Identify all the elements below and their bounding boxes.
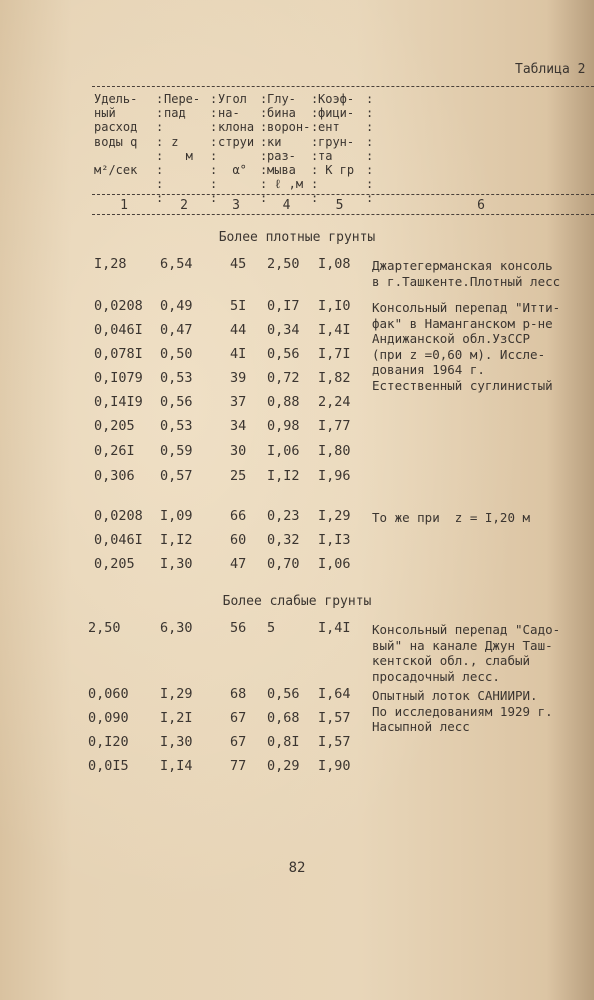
cell-discharge: 0,205	[94, 556, 135, 572]
table-row	[0, 443, 594, 463]
column-separator: : : : : : : : :	[156, 92, 164, 206]
note-ittifak: Консольный перепад "Итти- фак" в Наманганском р-не Андижанской обл.УзССР (при z =0,60 м). Иссле- дования 1964 г. Естественный суглинистый	[372, 300, 561, 393]
table-label: Таблица 2	[515, 62, 586, 77]
cell-angle: 44	[230, 322, 247, 338]
section-dense-soils: Более плотные грунты	[218, 230, 376, 245]
cell-drop: I,I2	[160, 532, 193, 548]
cell-scour-depth: 2,50	[267, 256, 300, 272]
cell-drop: I,2I	[160, 710, 193, 726]
cell-scour-depth: 0,23	[267, 508, 300, 524]
cell-discharge: 0,26I	[94, 443, 135, 459]
cell-scour-depth: 0,70	[267, 556, 300, 572]
column-number: 6	[477, 198, 485, 213]
cell-scour-depth: 0,I7	[267, 298, 300, 314]
section-weak-soils: Более слабые грунты	[222, 594, 372, 609]
cell-scour-depth: 0,29	[267, 758, 300, 774]
header-jet-angle: Угол на- клона струи α°	[218, 92, 255, 178]
cell-drop: 0,56	[160, 394, 193, 410]
header-scour-depth: Глу- бина ворон- ки раз- мыва ℓ ,м	[267, 92, 311, 192]
cell-coefficient: I,4I	[318, 322, 351, 338]
table-row	[0, 394, 594, 414]
cell-coefficient: I,57	[318, 734, 351, 750]
note-same-at-z: То же при z = I,20 м	[372, 510, 531, 525]
cell-coefficient: I,80	[318, 443, 351, 459]
cell-discharge: 0,078I	[94, 346, 143, 362]
cell-discharge: 0,060	[88, 686, 129, 702]
cell-drop: I,30	[160, 734, 193, 750]
cell-drop: I,I4	[160, 758, 193, 774]
cell-coefficient: I,08	[318, 256, 351, 272]
cell-discharge: 0,0I5	[88, 758, 129, 774]
cell-angle: 47	[230, 556, 247, 572]
cell-coefficient: 2,24	[318, 394, 351, 410]
cell-scour-depth: 0,34	[267, 322, 300, 338]
cell-coefficient: I,77	[318, 418, 351, 434]
table-row	[0, 418, 594, 438]
cell-drop: 0,57	[160, 468, 193, 484]
header-rule	[92, 194, 594, 195]
cell-scour-depth: 0,56	[267, 686, 300, 702]
cell-scour-depth: 0,68	[267, 710, 300, 726]
cell-discharge: 0,0208	[94, 298, 143, 314]
column-number: 3	[232, 198, 240, 213]
table-row	[0, 556, 594, 576]
column-number: 1	[120, 198, 128, 213]
cell-angle: 34	[230, 418, 247, 434]
cell-angle: 25	[230, 468, 247, 484]
cell-drop: 0,53	[160, 418, 193, 434]
column-separator: : : : : : : : :	[311, 92, 319, 206]
cell-discharge: 0,046I	[94, 532, 143, 548]
cell-discharge: 0,I079	[94, 370, 143, 386]
numbers-rule	[92, 214, 594, 215]
cell-angle: 68	[230, 686, 247, 702]
cell-coefficient: I,7I	[318, 346, 351, 362]
cell-drop: I,09	[160, 508, 193, 524]
cell-angle: 39	[230, 370, 247, 386]
cell-drop: I,29	[160, 686, 193, 702]
cell-coefficient: I,96	[318, 468, 351, 484]
cell-angle: 67	[230, 734, 247, 750]
header-discharge: Удель- ный расход воды q м²/сек	[94, 92, 138, 178]
cell-scour-depth: 0,88	[267, 394, 300, 410]
header-drop: Пере- пад z м	[164, 92, 201, 163]
cell-coefficient: I,29	[318, 508, 351, 524]
cell-drop: 0,47	[160, 322, 193, 338]
cell-drop: 0,50	[160, 346, 193, 362]
column-number: 4	[282, 198, 291, 213]
cell-drop: 0,49	[160, 298, 193, 314]
cell-discharge: 0,306	[94, 468, 135, 484]
page-number: 82	[288, 860, 306, 876]
cell-scour-depth: 0,56	[267, 346, 300, 362]
cell-discharge: 0,I20	[88, 734, 129, 750]
note-saniiri: Опытный лоток САНИИРИ. По исследованиям 1929 г. Насыпной лесс	[372, 688, 553, 734]
cell-angle: 4I	[230, 346, 247, 362]
cell-coefficient: I,64	[318, 686, 351, 702]
cell-discharge: 0,090	[88, 710, 129, 726]
cell-drop: 6,30	[160, 620, 193, 636]
cell-discharge: 0,0208	[94, 508, 143, 524]
cell-coefficient: I,06	[318, 556, 351, 572]
table-row	[0, 734, 594, 754]
cell-coefficient: I,57	[318, 710, 351, 726]
cell-coefficient: I,4I	[318, 620, 351, 636]
cell-drop: 0,59	[160, 443, 193, 459]
cell-angle: 5I	[230, 298, 247, 314]
cell-drop: 0,53	[160, 370, 193, 386]
cell-discharge: 0,I4I9	[94, 394, 143, 410]
cell-discharge: 0,205	[94, 418, 135, 434]
cell-angle: 66	[230, 508, 247, 524]
cell-angle: 56	[230, 620, 247, 636]
table-row	[0, 468, 594, 488]
cell-angle: 60	[230, 532, 247, 548]
cell-angle: 30	[230, 443, 247, 459]
cell-discharge: 0,046I	[94, 322, 143, 338]
cell-scour-depth: 0,98	[267, 418, 300, 434]
cell-scour-depth: 5	[267, 620, 276, 636]
cell-angle: 77	[230, 758, 247, 774]
cell-discharge: 2,50	[88, 620, 121, 636]
table-row	[0, 758, 594, 778]
cell-scour-depth: I,I2	[267, 468, 300, 484]
table-row	[0, 532, 594, 552]
column-separator: : : : : : : : :	[366, 92, 374, 206]
column-separator: : : : : : : : :	[260, 92, 268, 206]
note-djartegerman: Джартегерманская консоль в г.Ташкенте.Плотный лесс	[372, 258, 561, 289]
cell-angle: 45	[230, 256, 247, 272]
column-number: 2	[180, 198, 188, 213]
cell-scour-depth: I,06	[267, 443, 300, 459]
cell-coefficient: I,I0	[318, 298, 351, 314]
table-top-rule	[92, 86, 594, 87]
cell-angle: 37	[230, 394, 247, 410]
cell-scour-depth: 0,32	[267, 532, 300, 548]
cell-coefficient: I,90	[318, 758, 351, 774]
note-sadovy: Консольный перепад "Садо- вый" на канале Джун Таш- кентской обл., слабый просадочный лесс.	[372, 622, 561, 684]
header-soil-coefficient: Коэф- фици- ент грун- та K гр	[318, 92, 355, 178]
cell-discharge: I,28	[94, 256, 127, 272]
cell-coefficient: I,82	[318, 370, 351, 386]
column-separator: : : : : : : : :	[210, 92, 218, 206]
cell-scour-depth: 0,72	[267, 370, 300, 386]
cell-drop: 6,54	[160, 256, 193, 272]
cell-coefficient: I,I3	[318, 532, 351, 548]
cell-scour-depth: 0,8I	[267, 734, 300, 750]
cell-angle: 67	[230, 710, 247, 726]
column-number: 5	[335, 198, 344, 213]
cell-drop: I,30	[160, 556, 193, 572]
